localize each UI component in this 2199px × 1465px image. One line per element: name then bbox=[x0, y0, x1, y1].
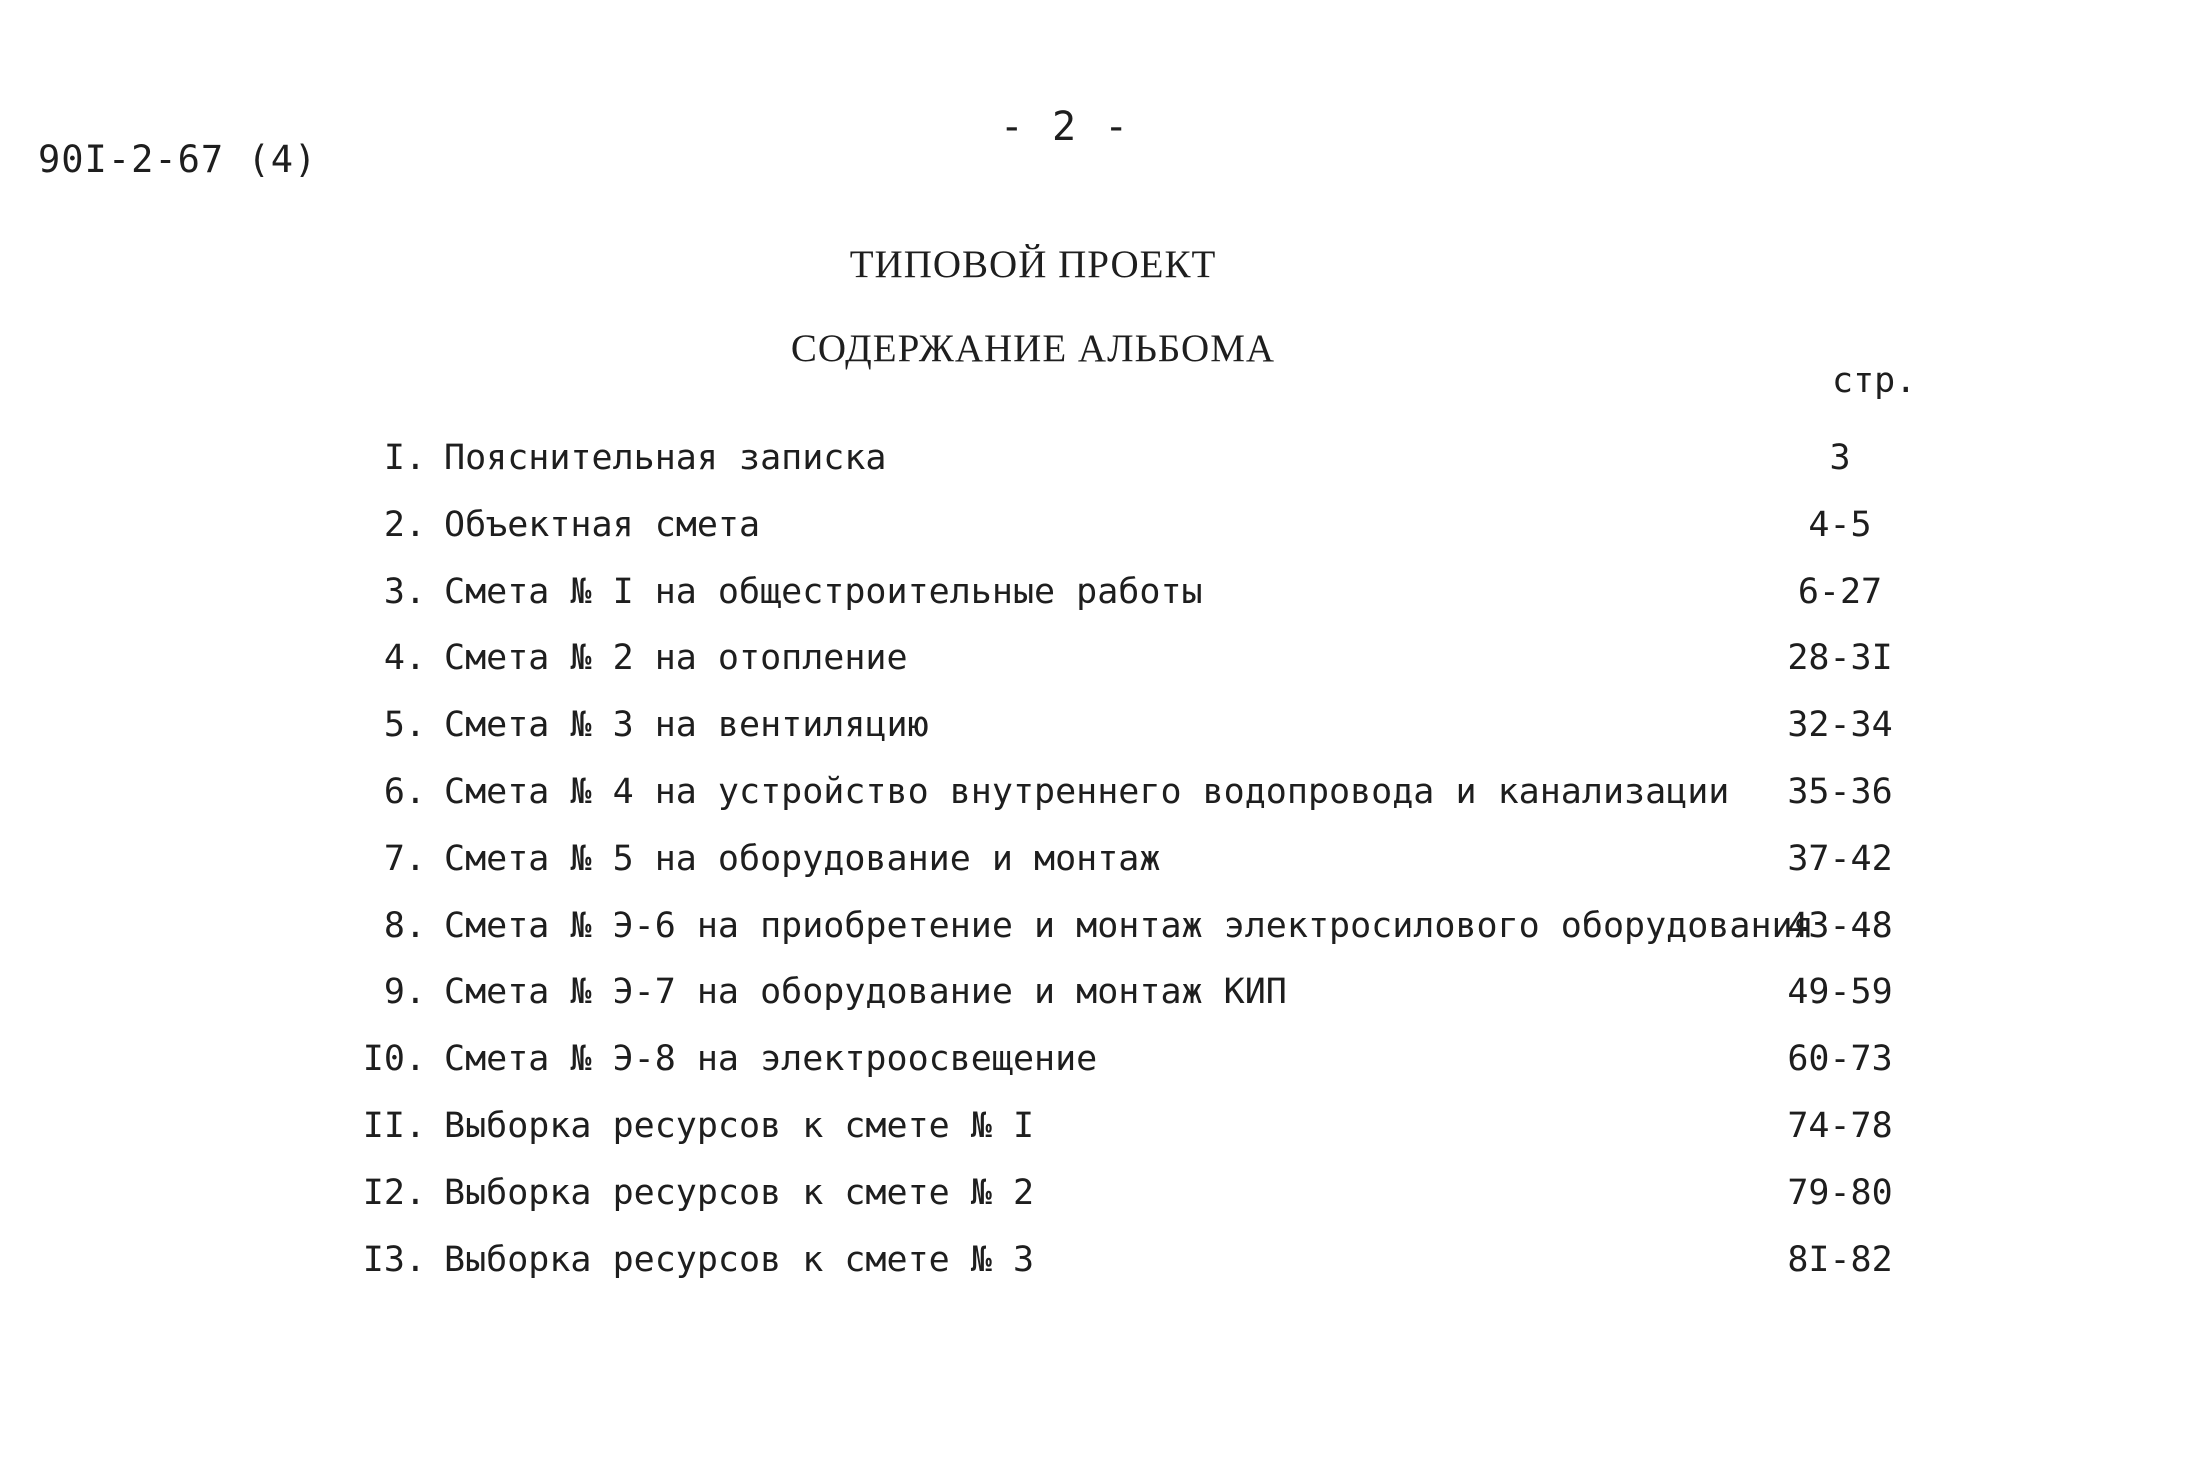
toc-item-number: 4. bbox=[383, 638, 426, 679]
toc-row bbox=[330, 438, 1920, 505]
toc-item-pages: 60-73 bbox=[1787, 1039, 1893, 1080]
toc-item-pages: 74-78 bbox=[1787, 1105, 1893, 1146]
toc-row bbox=[330, 572, 1920, 639]
toc-row bbox=[330, 906, 1920, 973]
page-subtitle: СОДЕРЖАНИЕ АЛЬБОМА bbox=[790, 327, 1276, 370]
page-column-header: стр. bbox=[1832, 361, 1917, 401]
toc-row bbox=[330, 638, 1920, 705]
toc-item-title: Пояснительная записка bbox=[444, 438, 887, 478]
document-code: 90I-2-67 (4) bbox=[38, 138, 318, 181]
toc-item-title: Смета № 2 на отопление bbox=[444, 638, 908, 679]
toc-item-number: I. bbox=[383, 438, 426, 478]
toc-item-pages: 3 bbox=[1829, 438, 1851, 478]
toc-item-number: 9. bbox=[383, 972, 426, 1013]
toc-item-number: 7. bbox=[383, 838, 426, 879]
toc-item-title: Объектная смета bbox=[444, 504, 761, 545]
toc-item-number: 2. bbox=[383, 504, 426, 545]
toc-item-pages: 37-42 bbox=[1787, 838, 1893, 879]
toc-row bbox=[330, 972, 1920, 1039]
toc-item-title: Смета № I на общестроительные работы bbox=[444, 571, 1203, 612]
toc-item-pages: 28-3I bbox=[1787, 638, 1893, 679]
toc-row bbox=[330, 1173, 1920, 1240]
toc-item-pages: 6-27 bbox=[1797, 571, 1883, 612]
toc-item-number: I3. bbox=[362, 1239, 426, 1280]
toc-item-title: Смета № 4 на устройство внутреннего водопровода и канализации bbox=[444, 771, 1730, 812]
toc-row bbox=[330, 1240, 1920, 1307]
toc-item-title: Выборка ресурсов к смете № 3 bbox=[444, 1239, 1035, 1280]
table-of-contents bbox=[330, 438, 1920, 1306]
toc-item-number: II. bbox=[362, 1105, 426, 1146]
toc-row bbox=[330, 839, 1920, 906]
page-title: ТИПОВОЙ ПРОЕКТ bbox=[849, 243, 1217, 286]
toc-item-title: Смета № Э-6 на приобретение и монтаж электросилового оборудования bbox=[444, 905, 1814, 946]
toc-item-number: 5. bbox=[383, 705, 426, 746]
toc-row bbox=[330, 772, 1920, 839]
toc-item-pages: 43-48 bbox=[1787, 905, 1893, 946]
toc-item-number: 6. bbox=[383, 771, 426, 812]
toc-item-pages: 35-36 bbox=[1787, 771, 1893, 812]
toc-item-title: Смета № 3 на вентиляцию bbox=[444, 705, 929, 746]
toc-item-title: Выборка ресурсов к смете № I bbox=[444, 1105, 1035, 1146]
toc-item-number: I0. bbox=[362, 1039, 426, 1080]
toc-item-pages: 49-59 bbox=[1787, 972, 1893, 1013]
toc-item-pages: 79-80 bbox=[1787, 1172, 1893, 1213]
toc-item-title: Смета № 5 на оборудование и монтаж bbox=[444, 838, 1161, 879]
toc-item-title: Смета № Э-7 на оборудование и монтаж КИП bbox=[444, 972, 1287, 1013]
toc-row bbox=[330, 1106, 1920, 1173]
toc-item-number: 3. bbox=[383, 571, 426, 612]
toc-row bbox=[330, 1039, 1920, 1106]
toc-item-title: Смета № Э-8 на электроосвещение bbox=[444, 1039, 1098, 1080]
toc-item-number: I2. bbox=[362, 1172, 426, 1213]
page-number: - 2 - bbox=[999, 104, 1131, 150]
toc-row bbox=[330, 705, 1920, 772]
toc-item-title: Выборка ресурсов к смете № 2 bbox=[444, 1172, 1035, 1213]
toc-row bbox=[330, 505, 1920, 572]
toc-item-pages: 32-34 bbox=[1787, 705, 1893, 746]
toc-item-number: 8. bbox=[383, 905, 426, 946]
toc-item-pages: 4-5 bbox=[1808, 504, 1872, 545]
toc-item-pages: 8I-82 bbox=[1787, 1239, 1893, 1280]
